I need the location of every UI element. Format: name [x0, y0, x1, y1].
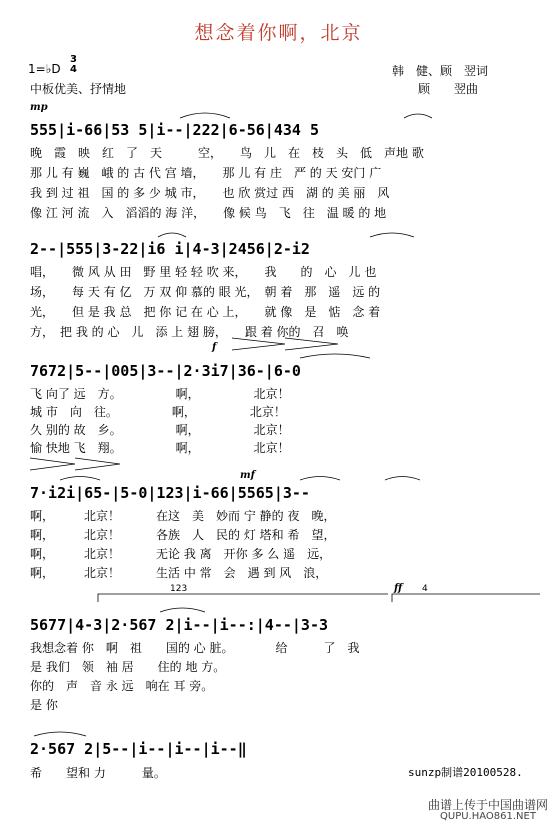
volta-bracket-first — [98, 594, 388, 602]
slur — [34, 732, 86, 736]
lyric-line: 你的 声 音 永 远 响在 耳 旁。 — [30, 679, 214, 693]
notation-line: 7672|5--|005|3--|2·3i7|36-|6-0 — [30, 362, 301, 380]
slur — [160, 608, 205, 612]
site-watermark: 曲谱上传于中国曲谱网 — [428, 798, 549, 812]
volta-first-ending: 123 — [170, 584, 188, 594]
lyric-line: 是 我们 领 袖 居 住的 地 方。 — [30, 660, 226, 674]
lyric-line: 啊， 北京！ 无论 我 离 开你 多 么 遥 远， — [30, 547, 332, 561]
slur — [404, 114, 432, 118]
notation-line: 555|i-66|53 5|i--|222|6-56|434 5 — [30, 121, 319, 139]
time-top: 3 — [70, 54, 77, 65]
slur — [370, 233, 414, 237]
lyric-line: 啊， 北京！ 各族 人 民的 灯 塔和 希 望， — [30, 528, 336, 542]
lyric-line: 晚 霞 映 红 了 天 空， 鸟 儿 在 枝 头 低 声地 歌 — [30, 146, 424, 160]
dynamic-f: f — [212, 342, 217, 353]
slur — [158, 233, 186, 237]
dynamic-ff: ff — [394, 583, 403, 594]
lyric-line: 是 你 — [30, 698, 58, 712]
lyric-line: 像 江 河 流 入 滔滔的 海 洋， 像 候 鸟 飞 往 温 暖 的 地 — [30, 206, 387, 220]
slur — [180, 113, 230, 118]
crescendo-hairpin — [30, 458, 75, 470]
key-text: 1=♭D — [28, 62, 61, 76]
slur — [300, 477, 340, 481]
lyric-line: 唱， 微 风 从 田 野 里 轻 轻 吹 来， 我 的 心 儿 也 — [30, 265, 377, 279]
notation-line: 2--|555|3-22|i6 i|4-3|2456|2-i2 — [30, 240, 310, 258]
decrescendo-hairpin — [75, 458, 120, 470]
site-url: QUPU.HAO861.NET — [440, 811, 536, 822]
lyricist-credit: 韩 健、顾 翌词 — [392, 64, 489, 78]
volta-second-ending: 4 — [422, 584, 428, 594]
dynamic-mf: mf — [240, 470, 255, 481]
volta-bracket-second — [392, 594, 540, 602]
song-title: 想念着你啊，北京 — [194, 22, 363, 44]
lyric-line: 愉 快地 飞 翔。 啊， 北京！ — [30, 441, 290, 455]
transcriber-credit: sunzp制谱20100528. — [408, 766, 523, 779]
tempo-marking: 中板优美、抒情地 — [30, 82, 127, 96]
composer-credit: 顾 翌曲 — [418, 82, 479, 96]
slur — [385, 477, 420, 481]
notation-line: 2·567 2|5--|i--|i--|i--‖ — [30, 740, 247, 758]
lyric-line: 光， 但 是 我 总 把 你 记 在 心 上， 就 像 是 惦 念 着 — [30, 305, 381, 319]
slur — [300, 354, 370, 358]
lyric-line: 我 到 过 祖 国 的 多 少 城 市， 也 欣 赏过 西 湖 的 美 丽 风 — [30, 186, 390, 200]
time-bottom: 4 — [70, 64, 77, 75]
lyric-line: 啊， 北京！ 生活 中 常 会 遇 到 风 浪， — [30, 566, 328, 580]
lyric-line: 场， 每 天 有 亿 万 双 仰 慕的 眼 光， 朝 着 那 遥 远 的 — [30, 285, 381, 299]
lyric-line: 方， 把 我 的 心 儿 添 上 翅 膀， 跟 着 你的 召 唤 — [30, 325, 349, 339]
slur — [60, 477, 100, 481]
lyric-line: 我想念着 你 啊 祖 国的 心 脏。 给 了 我 — [30, 641, 360, 655]
notation-line: 7·i2i|65-|5-0|123|i-66|5565|3-- — [30, 484, 310, 502]
crescendo-hairpin — [232, 338, 285, 350]
lyric-line: 飞 向了 远 方。 啊， 北京！ — [30, 387, 290, 401]
notation-line: 5677|4-3|2·567 2|i--|i--:|4--|3-3 — [30, 616, 329, 634]
lyric-line: 城 市 向 往。 啊， 北京！ — [30, 405, 286, 419]
lyric-line: 久 别的 故 乡。 啊， 北京！ — [30, 423, 290, 437]
dynamic-mp: mp — [30, 102, 48, 113]
lyric-line: 啊， 北京！ 在这 美 妙而 宁 静的 夜 晚， — [30, 509, 336, 523]
lyric-line: 那 儿 有 巍 峨 的 古 代 宫 墙， 那 儿 有 庄 严 的 天 安门 广 — [30, 166, 382, 180]
lyric-line: 希 望和 力 量。 — [30, 766, 166, 780]
decrescendo-hairpin — [285, 338, 338, 350]
